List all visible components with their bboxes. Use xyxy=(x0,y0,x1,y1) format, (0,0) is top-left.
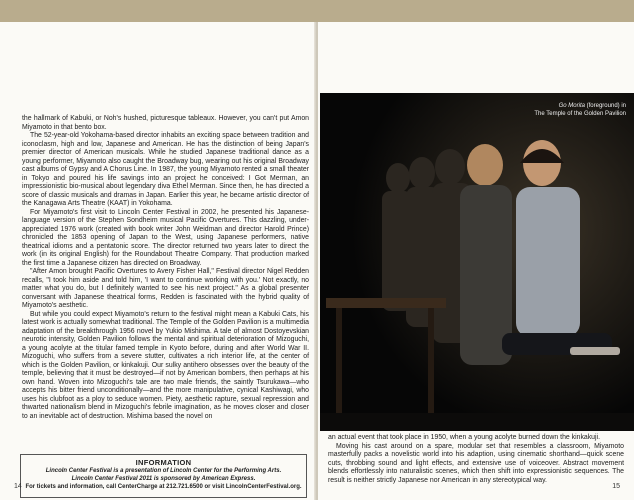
information-box xyxy=(20,454,307,498)
caption-name: Go Morita xyxy=(558,103,585,109)
left-page xyxy=(0,22,316,500)
article-column-right xyxy=(328,434,624,485)
paragraph: an actual event that took place in 1950, when a young acolyte burned down the kinkakuji. xyxy=(328,434,600,441)
article-column-left xyxy=(22,115,309,421)
paragraph: For Miyamoto's first visit to Lincoln Center Festival in 2002, he presented his Japanese-language version of the Stephen Sondheim musical Pacific Overtures. This dazzling, under-appreciated 1976 work (created with book writer John Weidman and director Harold Prince) chronicled the 1853 opening of Japan to the West, using Japanese performers, native theatrical idioms and a pentatonic score. The director returned two years later to direct the work (in its original English) for the Roundabout Theatre Company. That production marked the first time a Japanese citizen has directed on Broadway. xyxy=(22,208,309,267)
photo-caption xyxy=(534,103,626,118)
paragraph: the hallmark of Kabuki, or Noh's hushed, picturesque tableaux. However, you can't put Amon Miyamoto in that bento box. xyxy=(22,115,309,131)
info-line: For tickets and information, call CenterCharge at 212.721.6500 or visit LincolnCenterFestival.org. xyxy=(25,484,302,490)
page-number: 14 xyxy=(14,483,22,490)
actors-silhouette-image xyxy=(320,93,634,431)
info-line: Lincoln Center Festival 2011 is sponsored by American Express. xyxy=(71,476,256,482)
page-number: 15 xyxy=(612,483,620,490)
top-color-band xyxy=(0,0,634,22)
paragraph: The 52-year-old Yokohama-based director inhabits an exciting space between tradition and iconoclasm, high and low, Japanese and American. He has the distinction of being Japan's premier director of American musicals. While he studied Japanese traditional dance as a young performer, Miyamoto also caught the Broadway bug, wearing out his original Broadway cast albums of Gypsy and A Chorus Line. In 1987, the young Miyamoto rented a small theater in Tokyo and poured his life savings into an project he conceived: I Got Merman, an impressionistic bio-musical about legendary diva Ethel Merman. Since then, he has directed a score of classic musicals and dramas in Japan. Earlier this year, he became artistic director of the Kanagawa Arts Theatre (KAAT) in Yokohama. xyxy=(22,132,309,207)
production-photo xyxy=(320,93,634,431)
caption-qualifier: (foreground) in xyxy=(584,103,626,109)
right-page xyxy=(318,22,634,500)
paragraph: But while you could expect Miyamoto's return to the festival might mean a Kabuki Cats, his latest work is actually somewhat traditional. The Temple of the Golden Pavilion is a multimedia adaptation of the breakthrough 1956 novel by Yukio Mishima. A tale of almost Dostoyevskian neurotic intensity, Golden Pavilion follows the mental and spiritual deterioration of Mizoguchi, a young acolyte at the titular famed temple in Kyoto before, during and after World War II. Mizoguchi, who suffers from a severe stutter, cultivates a rich interior life, at the center of which is the Golden Pavilion, or kinkakuji. Our sulky antihero obsesses over the beauty of the temple, believing that it must be destroyed—if not by American bombers, then perhaps at his own hand. Woven into Mizoguchi's tale are two male friends, the saintly Tsurukawa—who accepts his bitter friend unconditionally—and the more manipulative, cynical Kashiwagi, who uses his clubfoot as a ploy to seduce women. Piety, aesthetic rapture, sexual repression and thwarted nationalism blend in Mizoguchi's febrile imagination, as he moves closer and closer to an inevitable act of destruction. Mishima based the novel on xyxy=(22,310,309,420)
paragraph: "After Amon brought Pacific Overtures to Avery Fisher Hall," Festival director Nigel Redden recalls, "I took him aside and told him, 'I want to continue working with you.' Not exactly, no matter what you do, but I definitely wanted to see his next project." As a global presenter conversant with Japanese theatrical forms, Redden is fascinated with the hybrid quality of Miyamoto's aesthetic. xyxy=(22,268,309,309)
caption-title: The Temple of the Golden Pavilion xyxy=(534,110,626,117)
info-heading: INFORMATION xyxy=(135,458,192,467)
info-line: Lincoln Center Festival is a presentation of Lincoln Center for the Performing Arts. xyxy=(45,468,282,474)
paragraph: Moving his cast around on a spare, modular set that resembles a classroom, Miyamoto masterfully packs a novelistic world into his adaption, using cinematic shorthand—quick scene cuts, throbbing sound and light effects, and extensive use of voiceover. Abstract movement blends effortlessly into naturalistic scenes, which then shift into expressionistic sequences. The result is neither strictly Japanese nor American in any stereotypical way. xyxy=(328,442,624,484)
